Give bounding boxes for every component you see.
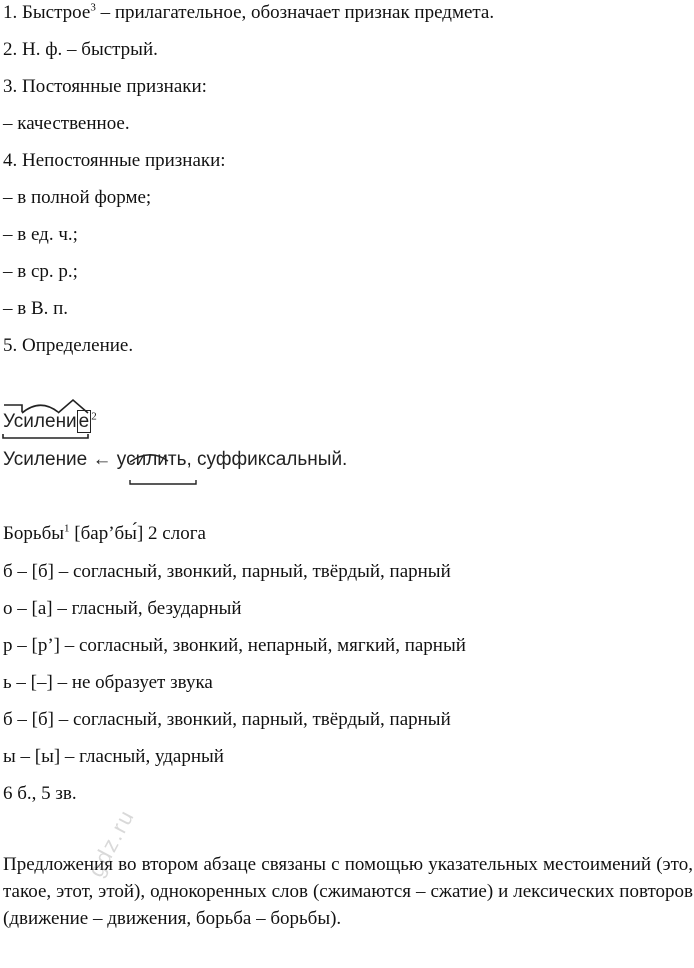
analysis-line-3: 3. Постоянные признаки: xyxy=(3,76,207,97)
analysis-line-2: 2. Н. ф. – быстрый. xyxy=(3,39,158,60)
analysis-line-10: 5. Определение. xyxy=(3,335,134,356)
phonetic-row: р – [р’] – согласный, звонкий, непарный, мягкий, парный xyxy=(3,635,466,656)
phonetic-row: о – [а] – гласный, безударный xyxy=(3,598,242,619)
phonetic-heading: Борьбы$^1$ [бар’бы́] 2 слога xyxy=(3,522,206,544)
root-arc xyxy=(22,405,58,413)
phonetic-row: ы – [ы] – гласный, ударный xyxy=(3,746,224,767)
stem-line-derivation xyxy=(130,480,196,484)
phonetic-row: ь – [–] – не образует звука xyxy=(3,672,213,693)
analysis-line-6: – в полной форме; xyxy=(3,187,152,208)
derivation-line: Усиление ← усилить, суффиксальный. xyxy=(3,449,348,470)
analysis-line-1: 1. Быстрое$^3$ – прилагательное, обозначает признак предмета. xyxy=(3,1,495,23)
phonetic-row: б – [б] – согласный, звонкий, парный, твёрдый, парный xyxy=(3,709,451,730)
suffix-mark xyxy=(58,400,88,413)
text-connection-paragraph: Предложения во втором абзаце связаны с помощью указательных местоимений (это, такое, этот, этой), однокоренных слов (сжимаются – сжатие) и лексических повторов (движение – движения, борьба – борьбы). xyxy=(3,854,693,929)
analysis-line-9: – в В. п. xyxy=(3,298,69,319)
ending-box: е xyxy=(78,411,90,432)
phonetic-summary: 6 б., 5 зв. xyxy=(3,783,77,804)
phonetic-row: б – [б] – согласный, звонкий, парный, твёрдый, парный xyxy=(3,561,451,582)
stem-line xyxy=(3,434,88,438)
analysis-line-8: – в ср. р.; xyxy=(3,261,78,282)
analysis-line-4: – качественное. xyxy=(3,113,130,134)
watermark: gdz.ru xyxy=(82,804,140,881)
analysis-line-5: 4. Непостоянные признаки: xyxy=(3,150,226,171)
prefix-mark xyxy=(4,405,22,412)
morpheme-word: Усилени е $^2$ xyxy=(3,410,97,432)
analysis-line-7: – в ед. ч.; xyxy=(3,224,78,245)
